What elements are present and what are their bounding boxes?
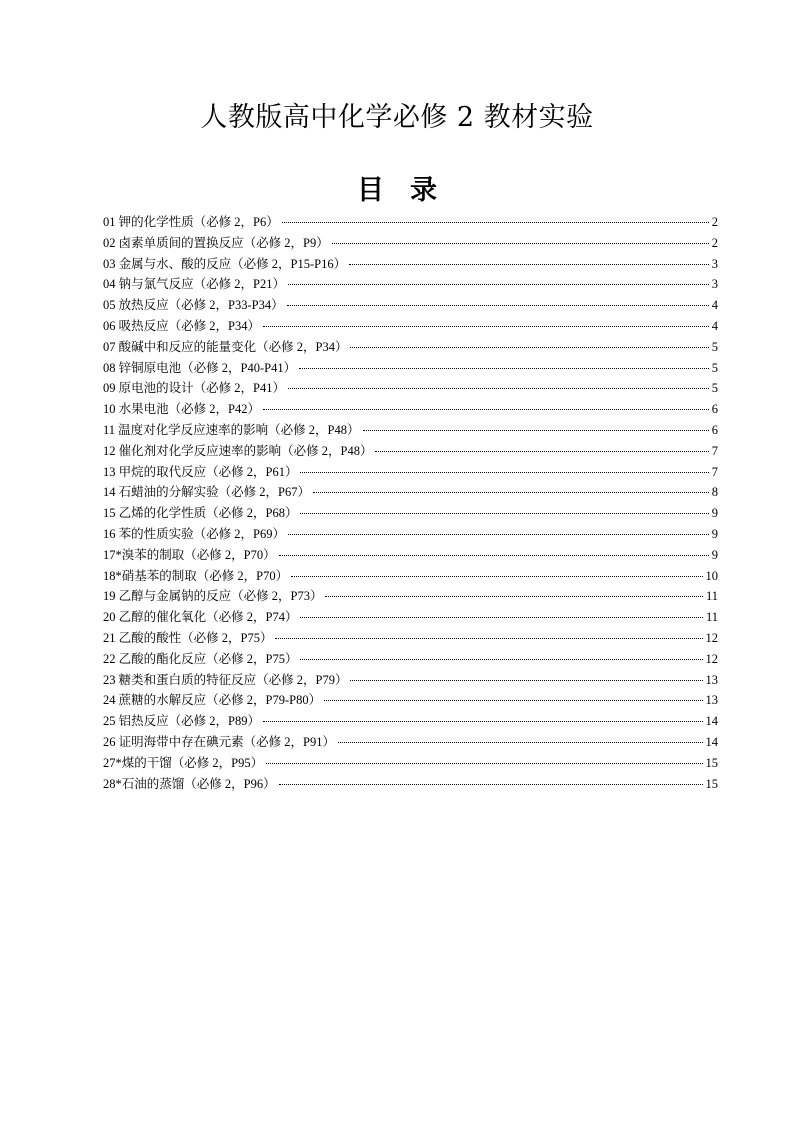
table-of-contents (103, 212, 718, 794)
toc-entry-label: 19 乙醇与金属钠的反应（必修 2，P73） (103, 589, 323, 604)
toc-entry[interactable] (103, 399, 718, 420)
toc-entry-label: 06 吸热反应（必修 2，P34） (103, 318, 260, 333)
toc-entry-page-number: 7 (711, 443, 718, 458)
toc-entry-page-number: 9 (711, 526, 718, 541)
toc-entry[interactable] (103, 753, 718, 774)
toc-entry[interactable] (103, 586, 718, 607)
toc-dot-leader (263, 721, 703, 722)
toc-entry[interactable] (103, 337, 718, 358)
toc-entry-label: 13 甲烷的取代反应（必修 2，P61） (103, 464, 298, 479)
toc-entry[interactable] (103, 274, 718, 295)
toc-dot-leader (349, 264, 709, 265)
toc-entry-label: 18*硝基苯的制取（必修 2，P70） (103, 568, 289, 583)
toc-entry-page-number: 15 (705, 776, 718, 791)
toc-entry-page-number: 13 (705, 693, 718, 708)
toc-dot-leader (300, 659, 702, 660)
toc-dot-leader (375, 451, 708, 452)
toc-entry-page-number: 14 (705, 734, 718, 749)
toc-entry-label: 09 原电池的设计（必修 2，P41） (103, 381, 285, 396)
toc-dot-leader (300, 513, 708, 514)
toc-entry-page-number: 4 (711, 318, 718, 333)
toc-dot-leader (288, 388, 709, 389)
toc-entry-label: 01 钾的化学性质（必修 2，P6） (103, 215, 279, 229)
toc-entry-page-number: 5 (711, 339, 718, 354)
toc-entry[interactable] (103, 441, 718, 462)
toc-entry[interactable] (103, 628, 718, 649)
toc-dot-leader (324, 700, 702, 701)
toc-dot-leader (325, 596, 703, 597)
toc-entry-label: 20 乙醇的催化氧化（必修 2，P74） (103, 610, 298, 625)
toc-entry[interactable] (103, 566, 718, 587)
toc-dot-leader (263, 409, 709, 410)
toc-entry-label: 15 乙烯的化学性质（必修 2，P68） (103, 506, 298, 521)
toc-entry[interactable] (103, 524, 718, 545)
toc-entry[interactable] (103, 295, 718, 316)
toc-dot-leader (300, 617, 703, 618)
toc-dot-leader (363, 430, 709, 431)
toc-entry[interactable] (103, 545, 718, 566)
toc-entry-page-number: 11 (705, 610, 718, 625)
toc-dot-leader (291, 576, 702, 577)
toc-dot-leader (282, 222, 709, 223)
toc-entry-label: 02 卤素单质间的置换反应（必修 2，P9） (103, 235, 329, 250)
toc-entry-label: 14 石蜡油的分解实验（必修 2，P67） (103, 485, 310, 500)
toc-entry[interactable] (103, 212, 718, 233)
toc-entry-label: 04 钠与氯气反应（必修 2，P21） (103, 277, 285, 292)
toc-entry-page-number: 7 (711, 464, 718, 479)
toc-entry[interactable] (103, 462, 718, 483)
toc-dot-leader (263, 326, 709, 327)
toc-dot-leader (275, 638, 702, 639)
toc-entry-label: 12 催化剂对化学反应速率的影响（必修 2，P48） (103, 443, 373, 458)
toc-entry[interactable] (103, 649, 718, 670)
toc-entry[interactable] (103, 233, 718, 254)
toc-entry-label: 24 蔗糖的水解反应（必修 2，P79-P80） (103, 693, 322, 708)
toc-entry[interactable] (103, 378, 718, 399)
toc-entry-label: 03 金属与水、酸的反应（必修 2，P15-P16） (103, 256, 347, 271)
toc-entry[interactable] (103, 482, 718, 503)
toc-entry[interactable] (103, 420, 718, 441)
toc-entry-label: 27*煤的干馏（必修 2，P95） (103, 755, 264, 770)
toc-dot-leader (313, 492, 709, 493)
toc-entry[interactable] (103, 358, 718, 379)
toc-entry-page-number: 9 (711, 547, 718, 562)
toc-entry-label: 28*石油的蒸馏（必修 2，P96） (103, 776, 276, 791)
toc-entry-label: 16 苯的性质实验（必修 2，P69） (103, 526, 285, 541)
toc-entry-page-number: 2 (711, 215, 718, 229)
toc-dot-leader (350, 347, 708, 348)
toc-entry-label: 17*溴苯的制取（必修 2，P70） (103, 547, 276, 562)
toc-dot-leader (279, 555, 709, 556)
toc-entry-page-number: 5 (711, 360, 718, 375)
toc-entry[interactable] (103, 607, 718, 628)
toc-entry[interactable] (103, 670, 718, 691)
toc-entry-page-number: 14 (705, 714, 718, 729)
toc-entry-page-number: 2 (711, 235, 718, 250)
toc-entry-page-number: 5 (711, 381, 718, 396)
toc-entry-page-number: 15 (705, 755, 718, 770)
toc-entry-label: 25 铝热反应（必修 2，P89） (103, 714, 260, 729)
toc-entry-label: 23 糖类和蛋白质的特征反应（必修 2，P79） (103, 672, 348, 687)
toc-entry[interactable] (103, 732, 718, 753)
toc-dot-leader (287, 305, 709, 306)
toc-dot-leader (332, 243, 709, 244)
toc-dot-leader (266, 763, 702, 764)
toc-entry[interactable] (103, 316, 718, 337)
toc-dot-leader (288, 284, 709, 285)
toc-entry-label: 10 水果电池（必修 2，P42） (103, 402, 260, 417)
toc-entry-label: 08 锌铜原电池（必修 2，P40-P41） (103, 360, 297, 375)
toc-entry-label: 05 放热反应（必修 2，P33-P34） (103, 298, 284, 313)
toc-entry-label: 26 证明海带中存在碘元素（必修 2，P91） (103, 734, 335, 749)
toc-entry-label: 07 酸碱中和反应的能量变化（必修 2，P34） (103, 339, 348, 354)
toc-entry-page-number: 12 (705, 630, 718, 645)
toc-entry[interactable] (103, 503, 718, 524)
toc-dot-leader (279, 784, 703, 785)
toc-entry-label: 22 乙酸的酯化反应（必修 2，P75） (103, 651, 298, 666)
toc-dot-leader (350, 680, 702, 681)
toc-dot-leader (299, 368, 709, 369)
toc-entry[interactable] (103, 774, 718, 795)
toc-entry-page-number: 3 (711, 256, 718, 271)
toc-heading: 目录 (357, 175, 463, 206)
toc-entry-page-number: 12 (705, 651, 718, 666)
toc-dot-leader (338, 742, 703, 743)
toc-entry-page-number: 8 (711, 485, 718, 500)
toc-entry-page-number: 4 (711, 298, 718, 313)
toc-dot-leader (288, 534, 709, 535)
toc-entry-page-number: 9 (711, 506, 718, 521)
toc-entry-page-number: 6 (711, 422, 718, 437)
toc-entry[interactable] (103, 711, 718, 732)
toc-entry-page-number: 6 (711, 402, 718, 417)
toc-dot-leader (300, 472, 708, 473)
document-title: 人教版高中化学必修 2 教材实验 (200, 102, 594, 133)
toc-entry[interactable] (103, 254, 718, 275)
toc-entry-label: 21 乙酸的酸性（必修 2，P75） (103, 630, 273, 645)
toc-entry-page-number: 13 (705, 672, 718, 687)
toc-entry-page-number: 3 (711, 277, 718, 292)
toc-entry-label: 11 温度对化学反应速率的影响（必修 2，P48） (103, 422, 360, 437)
toc-entry-page-number: 11 (705, 589, 718, 604)
toc-entry[interactable] (103, 690, 718, 711)
toc-entry-page-number: 10 (705, 568, 718, 583)
